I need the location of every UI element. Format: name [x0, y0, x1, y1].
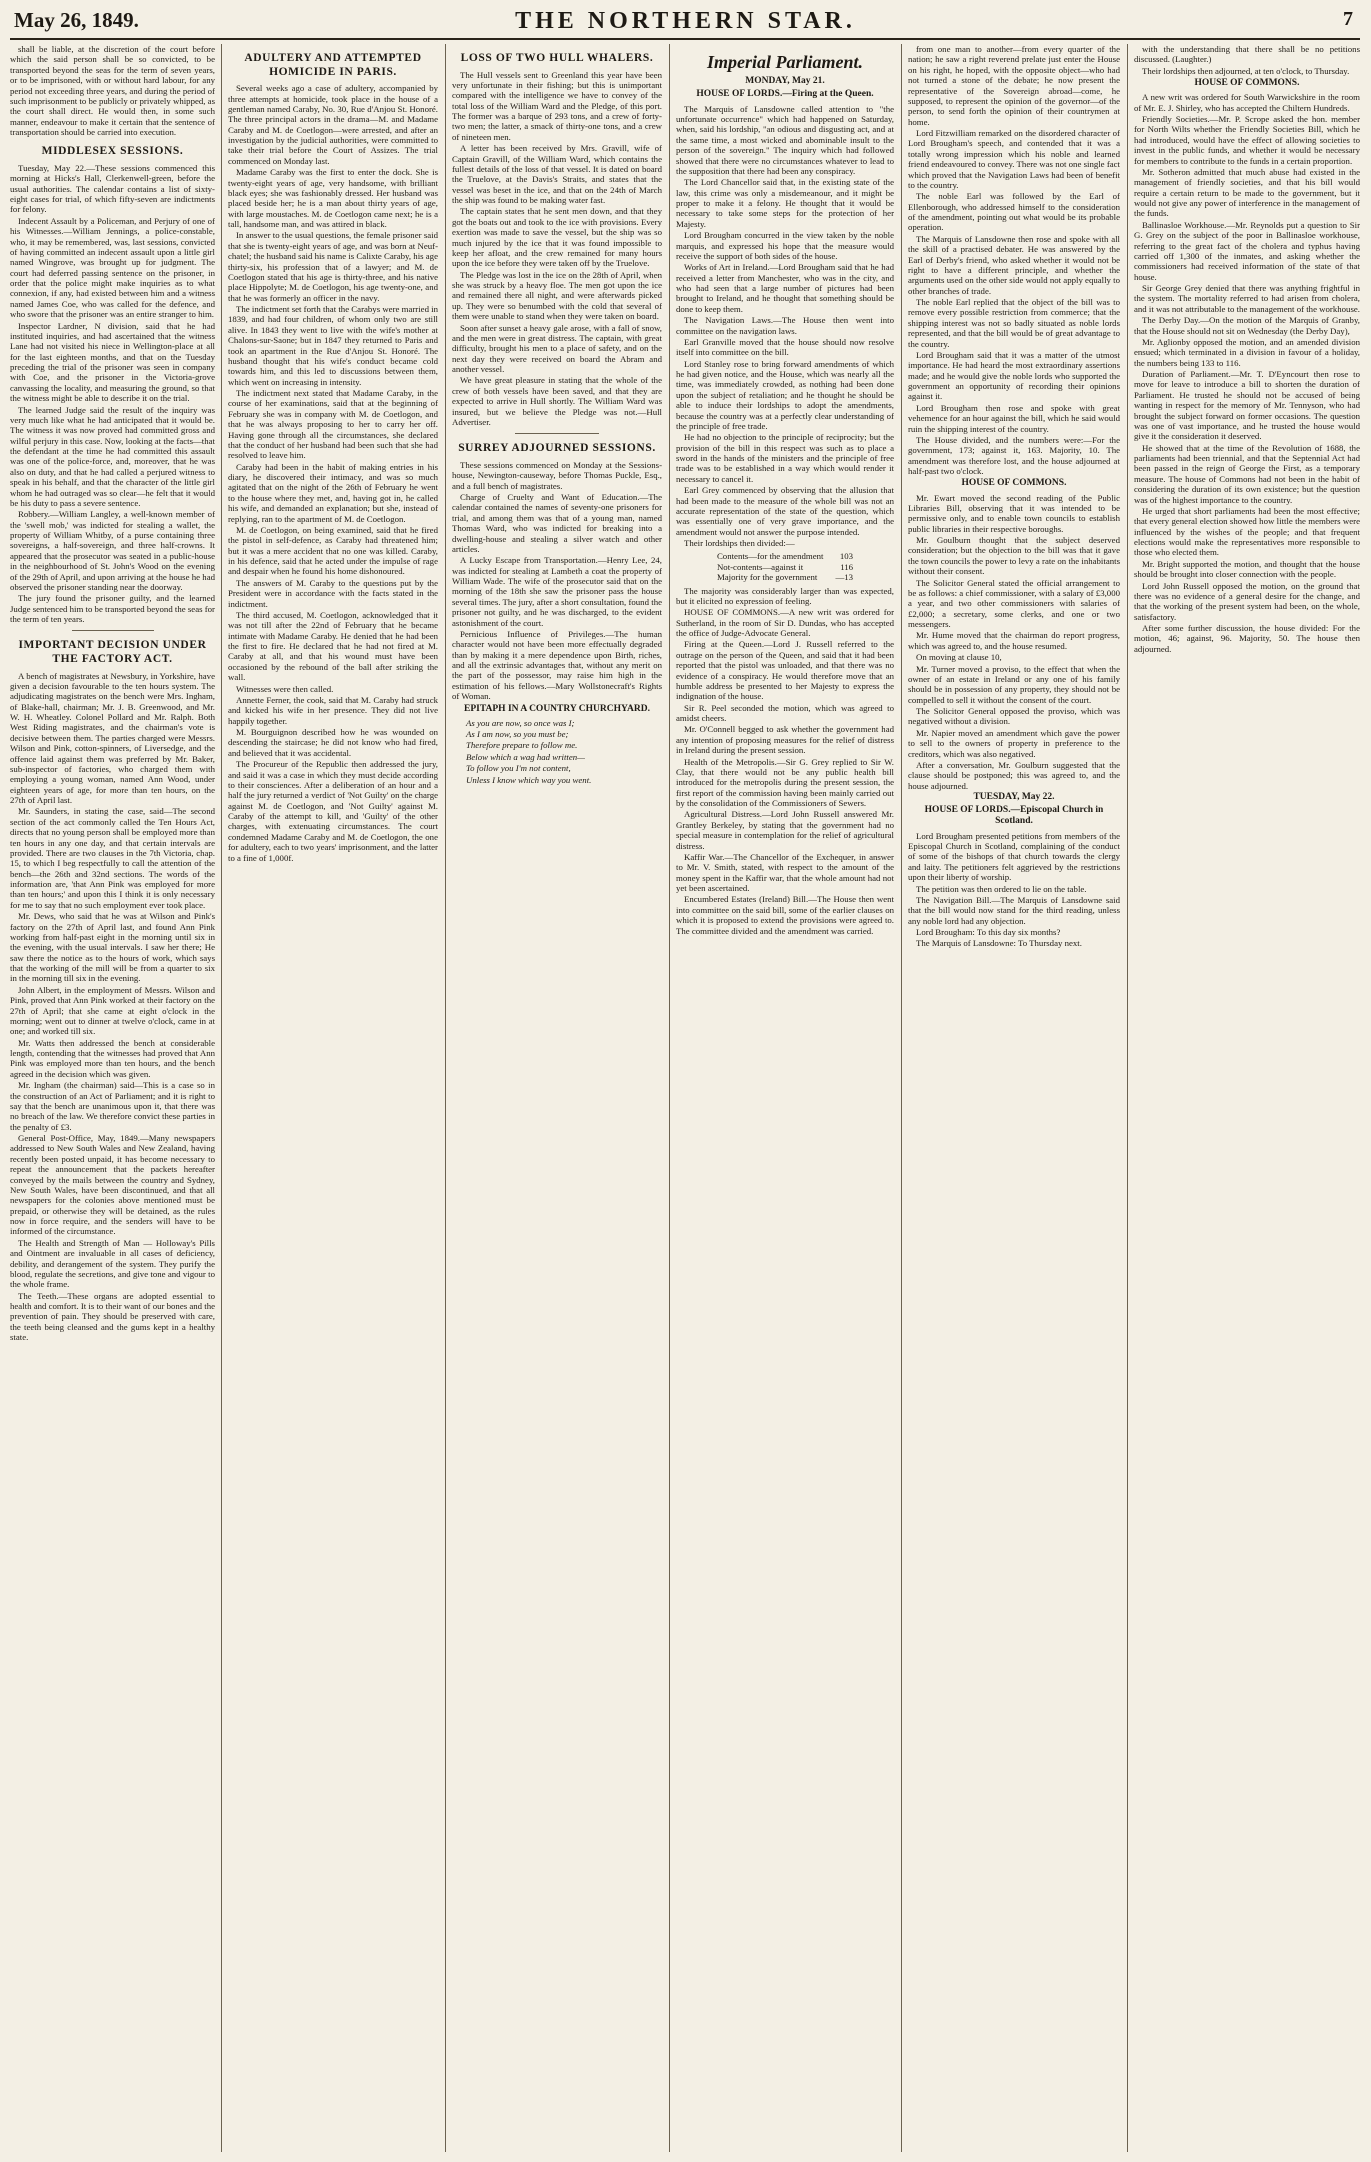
- article-text: After a conversation, Mr. Goulburn suggested that the clause should be postponed; this was agreed to, and the house adjourned.: [908, 759, 1120, 791]
- headline-house-of-commons: HOUSE OF COMMONS.: [961, 478, 1067, 489]
- masthead: [0, 0, 1371, 40]
- article-text: Mr. Ewart moved the second reading of the Public Libraries Bill, observing that it was intended to be permissive only, and to enable town councils to establish public libraries in their respective boroughs.: [908, 492, 1120, 534]
- column-divider: [221, 44, 222, 2152]
- article-text: Health of the Metropolis.—Sir G. Grey replied to Sir W. Clay, that there would not be any public health bill introduced for the metropolis during the present session, the first report of the commission having been mainly carried out by the consolidation of the Commissioners of Sewers.: [676, 756, 894, 809]
- headline-adultery-paris: ADULTERY AND ATTEMPTED HOMICIDE IN PARIS.: [244, 52, 422, 78]
- column-divider: [669, 44, 670, 2152]
- article-text: Soon after sunset a heavy gale arose, with a fall of snow, and the men were in great distress. The captain, with great difficulty, brought his men to a place of safety, and on the next day they were received on board the Abram and another vessel.: [452, 322, 662, 375]
- article-text: Mr. Napier moved an amendment which gave the power to sell to the owners of property in preference to the creditors, which was also negatived.: [908, 727, 1120, 759]
- article-text: Friendly Societies.—Mr. P. Scrope asked the hon. member for North Wilts whether the Friendly Societies Bill, which he had introduced, would have the effect of allowing societies to invest in the public funds, and whether it would be necessary for members to contribute to the funds in a certain proportion.: [1134, 114, 1360, 166]
- article-text: Works of Art in Ireland.—Lord Brougham said that he had received a letter from Manchester, who was in the city, and who had seen that a large number of pictures had been brought to Ireland, and he thought that something should be done to keep them.: [676, 262, 894, 314]
- article-text: Their lordships then adjourned, at ten o'clock, to Thursday.: [1142, 65, 1350, 76]
- session-date: MONDAY, May 21.: [745, 76, 825, 87]
- column-3: [452, 44, 662, 2154]
- article-text: He showed that at the time of the Revolution of 1688, the parliaments had been triennial, and that the Septennial Act had been passed in the reign of George the First, as a temporary measure. The house of Commons had not been in the habit of considering the duration of its own existence; but the question was of the highest importance to the country.: [1134, 442, 1360, 505]
- column-2: [228, 44, 438, 2154]
- verse-line: Below which a wag had written—: [466, 751, 586, 762]
- article-text: The Procureur of the Republic then addressed the jury, and said it was a case in which they must decide according to their consciences. After a deliberation of an hour and a half the jury returned a verdict of 'Not Guilty' on the charge against M. de Coetlogon, and 'Not Guilty' against M. Caraby of the attempt to kill, and 'Guilty' of the other charges, with extenuating circumstances. The court condemned Madame Caraby and M. de Coetlogon, the one for adultery, each to two years' imprisonment, and the latter to a fine of 1,000f.: [228, 759, 438, 863]
- article-text: The Lord Chancellor said that, in the existing state of the law, this crime was only a misdemeanour, and it might be proper to make it a felony. He thought that it would be necessary to take some steps for the protection of her Majesty.: [676, 177, 894, 229]
- column-divider: [445, 44, 446, 2152]
- headline-epitaph: EPITAPH IN A COUNTRY CHURCHYARD.: [464, 703, 650, 714]
- article-text: The learned Judge said the result of the inquiry was very much like what he had anticipated that it would be. The witness it was now proved had committed gross and wilful perjury in this case. Now, looking at the facts—that the defendant at the time he had committed this assault was one of the police-force, and, moreover, that he was also on duty, and that he had called a perjured witness to speak in his behalf, and that the character of the little girl whom he had outraged was so clear—he felt that it would be his duty to pass a severe sentence.: [10, 404, 215, 508]
- article-text: The Marquis of Lansdowne called attention to "the unfortunate occurrence" which had happened on Saturday, when, said his lordship, "an odious and disgusting act, and at the same time, a most wicked and abominable insult to the person of the sovereign." The inquiry which had followed showed that there were no circumstances whatever to lead to the supposition that there had been any conspiracy.: [676, 103, 894, 176]
- article-text: Mr. Dews, who said that he was at Wilson and Pink's factory on the 27th of April last, and found Ann Pink working from half-past eight in the morning until six in the evening, with the usual intervals. I saw her there; He saw there the notice as to the hours of work, which says that the working of the mill will be from a quarter to six in the morning till six in the evening.: [10, 911, 215, 984]
- article-text: The Teeth.—These organs are adopted essential to health and comfort. It is to their want of our bones and the prevention of pain. They should be preserved with care, the teeth being cleansed and the gums kept in a healthy state.: [10, 1290, 215, 1343]
- division-count: 103: [839, 551, 854, 562]
- article-text: Kaffir War.—The Chancellor of the Exchequer, in answer to Mr. V. Smith, stated, with respect to the amount of the money spent in the Kaffir war, that the whole amount had not yet been ascertained.: [676, 851, 894, 894]
- article-text: The Pledge was lost in the ice on the 28th of April, when she was struck by a heavy floe. The men got upon the ice and remained there all night, and were afterwards picked up. They were so benumbed with the cold that several of them were unable to stand when they were taken on board.: [452, 269, 662, 322]
- column-4: [676, 44, 894, 2154]
- article-text: Inspector Lardner, N division, said that he had instituted inquiries, and had ascertained that the witness Lane had not visited his niece in Wellington-place at all for the last eighteen months, and that on the Tuesday preceding the trial of the prisoner was seen in company with Coe, and the prisoner in the Victoria-grove canvassing the locality, and measuring the ground, so that the witness might be able to describe it on the trial.: [10, 320, 215, 404]
- column-divider: [1127, 44, 1128, 2152]
- article-text: Lord Brougham then rose and spoke with great vehemence for an hour against the bill, which he said would ruin the shipping interest of the country.: [908, 402, 1120, 434]
- article-text: A bench of magistrates at Newsbury, in Yorkshire, have given a decision favourable to the ten hours system. The adjudicating magistrates on the bench were Mrs. Ingham, of Blake-hall, chairman; Mr. J. B. Greenwood, and Mr. W. H. Wheatley. Colonel Pollard and Mr. Ralph. Both West Riding magistrates, and the chairman's vote is decisive between them. The parties charged were Messrs. Wilson and Pink, cotton-spinners, of Liversedge, and the offence laid against them was preferred by Mr. Baker, sub-inspector of factories, who charged them with employing a young woman, named Ann Wood, under eighteen years of age, for more than ten hours, on the 27th of April last.: [10, 670, 215, 806]
- article-text: John Albert, in the employment of Messrs. Wilson and Pink, proved that Ann Pink worked at their factory on the 27th of April; that she came at eight o'clock in the morning; went out to dinner at twelve o'clock, came in at one; and worked till six.: [10, 984, 215, 1037]
- article-text: The captain states that he sent men down, and that they got the boats out and took to the ice with provisions. Every exertion was made to save the vessel, but the ship was so much injured by the ice that it was found impossible to keep her afloat, and the crew remained for many hours upon the ice before they were taken off by the Truelove.: [452, 206, 662, 269]
- verse-line: Unless I know which way you went.: [466, 774, 592, 785]
- article-text: Annette Ferner, the cook, said that M. Caraby had struck and kicked his wife in her presence. They did not live happily together.: [228, 694, 438, 726]
- column-divider: [901, 44, 902, 2152]
- article-text: The petition was then ordered to lie on the table.: [916, 883, 1087, 894]
- newspaper-title: THE NORTHERN STAR.: [515, 8, 856, 34]
- article-text: The indictment next stated that Madame Caraby, in the course of her examinations, said that at the beginning of February she was in company with M. de Coetlogon, and that he was always proposing to her to carry her off. Having gone through all the circumstances, she declared that the conduct of her husband had been such that she had resolved to leave him.: [228, 388, 438, 461]
- article-text: Lord Brougham concurred in the view taken by the noble marquis, and expressed his hope that the measure would receive the support of both sides of the house.: [676, 230, 894, 261]
- headline-hull-whalers: LOSS OF TWO HULL WHALERS.: [460, 52, 654, 64]
- article-text: HOUSE OF COMMONS.—A new writ was ordered for Sutherland, in the room of Sir D. Dundas, who has accepted the office of Judge-Advocate General.: [676, 607, 894, 639]
- article-text: Madame Caraby was the first to enter the dock. She is twenty-eight years of age, very handsome, with brilliant black eyes; she was fashionably dressed. Her husband was placed beside her; he is a man about thirty years of age, with large moustaches. M. de Coetlogon came next; he is a tall, handsome man, and was attired in black.: [228, 167, 438, 229]
- article-text: from one man to another—from every quarter of the nation; he saw a right reverend prelate just enter the House on his right, he hoped, with the opposite object—who had not turned a stone of the debate; he now present the representative of the Sovereign abroad—come, he supposed, to represent the opinion of the governor—of the person, to send forth the opinion of their countrymen at home.: [908, 44, 1120, 127]
- column-1: [10, 44, 215, 2154]
- headline-house-of-commons: HOUSE OF COMMONS.: [1194, 78, 1300, 89]
- article-text: Their lordships then divided:—: [684, 538, 795, 549]
- article-text: Lord Brougham: To this day six months?: [916, 927, 1061, 938]
- article-text: The majority was considerably larger than was expected, but it elicited no expression of feeling.: [676, 585, 894, 606]
- headline-factory-act: IMPORTANT DECISION UNDER THE FACTORY ACT.: [18, 639, 207, 665]
- verse-line: Therefore prepare to follow me.: [466, 740, 578, 751]
- article-text: Sir R. Peel seconded the motion, which was agreed to amidst cheers.: [676, 702, 894, 724]
- article-text: A Lucky Escape from Transportation.—Henry Lee, 24, was indicted for stealing at Lambeth a coat the property of William Wade. The wife of the prosecutor said that on the morning of the 18th she saw the prisoner pass the house several times. The jury, after a short consultation, found the prisoner not guilty, and he was discharged, to the evident astonishment of the court.: [452, 555, 662, 628]
- article-text: with the understanding that there shall be no petitions discussed. (Laughter.): [1134, 44, 1360, 65]
- division-count: 116: [840, 561, 854, 572]
- article-text: Mr. Ingham (the chairman) said—This is a case so in the construction of an Act of Parliament; and it is right to say that the bench are unanimous upon it, that there was no breach of the law. We therefore convict these parties in the penalty of £3.: [10, 1080, 215, 1132]
- article-text: The Hull vessels sent to Greenland this year have been very unfortunate in their fishing; but this is unimportant compared with the intelligence we have to convey of the total loss of the William Ward and the Pledge, of this port. The former was a barque of 293 tons, and a crew of forty-two men; the latter, a smack of thirty-one tons, and a crew of nineteen men.: [452, 69, 662, 142]
- article-text: The Marquis of Lansdowne then rose and spoke with all the skill of a practised debater. He was answered by the Earl of Derby's friend, who asked whether it would not be right to have a different principle, and whether the arguments used on the other side would not apply equally to other branches of trade.: [908, 233, 1120, 296]
- article-text: Earl Granville moved that the house should now resolve itself into committee on the bill.: [676, 336, 894, 358]
- verse-line: As you are now, so once was I;: [466, 717, 575, 728]
- division-count: —13: [835, 572, 854, 583]
- article-text: Mr. Bright supported the motion, and thought that the house should be brought into closer connection with the people.: [1134, 558, 1360, 580]
- article-text: On moving at clause 10,: [916, 652, 1002, 663]
- article-text: The noble Earl was followed by the Earl of Ellenborough, who addressed himself to the consideration of the amendment, pointing out what would be its probable operation.: [908, 191, 1120, 233]
- article-text: Witnesses were then called.: [236, 683, 334, 694]
- article-text: General Post-Office, May, 1849.—Many newspapers addressed to New South Wales and New Zealand, having recently been posted unpaid, it has become necessary to repeat the announcement that the packets hereafter conveyed by the mails between the country and Sydney, New South Wales, have been discontinued, and that all newspapers for the colonies above mentioned must be prepaid, or otherwise they will be detained, as the rules now in force require, and the senders will have to be informed of the circumstance.: [10, 1133, 215, 1237]
- article-text: M. Bourguignon described how he was wounded on descending the staircase; he did not know who had fired, and believed that it was accidental.: [228, 727, 438, 758]
- page-number: 7: [1343, 8, 1353, 30]
- headline-surrey-sessions: SURREY ADJOURNED SESSIONS.: [458, 442, 656, 455]
- column-5: [908, 44, 1120, 2154]
- article-text: Mr. Watts then addressed the bench at considerable length, contending that the witnesses had proved that Ann Pink was employed more than ten hours, and the bench agreed in the decision which was given.: [10, 1037, 215, 1079]
- session-date: TUESDAY, May 22.: [973, 792, 1055, 803]
- article-text: The Marquis of Lansdowne: To Thursday next.: [916, 938, 1082, 949]
- article-text: The Health and Strength of Man — Holloway's Pills and Ointment are invaluable in all cases of deficiency, debility, and derangement of the system. They purify the blood, regulate the secretions, and give tone and vigour to the whole frame.: [10, 1237, 215, 1290]
- article-text: Indecent Assault by a Policeman, and Perjury of one of his Witnesses.—William Jennings, a police-constable, who, it may be remembered, was, last sessions, convicted of having committed an indecent assault upon a little girl named Wingrove, was brought up for judgment. The court had deferred passing sentence on the prisoner, in order that the police might make inquiries as to what connexion, if any, had existed between him and a witness named James Coe, who was called for the defence, and who swore that the prisoner was an entire stranger to him.: [10, 215, 215, 320]
- article-text: Charge of Cruelty and Want of Education.—The calendar contained the names of seventy-one prisoners for trial, and among them was that of a young man, named Thomas Ward, who was indicted for breaking into a dwelling-house and stealing a silver watch and other articles.: [452, 492, 662, 554]
- article-text: Sir George Grey denied that there was anything frightful in the system. The mortality referred to had arisen from cholera, and it was not attributable to the management of the workhouse.: [1134, 283, 1360, 314]
- article-text: Robbery.—William Langley, a well-known member of the 'swell mob,' was indicted for stealing a wallet, the property of William Whitby, of a purse containing three sovereigns, a half-sovereign, and three half-crowns. It appeared that the prosecutor was seated in a public-house in the neighbourhood of St. John's Wood on the evening of the 29th of April, and upon arriving at the house he had observed the prisoner standing near the doorway.: [10, 509, 215, 592]
- article-text: In answer to the usual questions, the female prisoner said that she is twenty-eight years of age, and was born at Neuf-chatel; the husband said his name is Calixte Caraby, his age thirty-six, his profession that of a lawyer; and M. de Coetlogon stated that his age is thirty-three, and his native place Hippolyte; M. de Coetlogon, his age twenty-one, and that he was formerly an officer in the navy.: [228, 230, 438, 303]
- article-text: Mr. Turner moved a proviso, to the effect that when the owner of an estate in Ireland or any one of his family should be in possession of any property, they should not be compelled to sell it without the consent of the court.: [908, 663, 1120, 705]
- article-text: Firing at the Queen.—Lord J. Russell referred to the outrage on the person of the Queen, and said that it had been reported that the pistol was unloaded, and that there was no evidence of a conspiracy. He would therefore move that an humble address be presented to her Majesty to express the indignation of the house.: [676, 639, 894, 702]
- article-text: The House divided, and the numbers were:—For the government, 173; against it, 163. Majority, 10. The amendment was therefore lost, and the house adjourned at half-past two o'clock.: [908, 434, 1120, 476]
- article-text: shall be liable, at the discretion of the court before which the said person shall be so convicted, to be transported beyond the seas for the term of seven years, or to be imprisoned, with or without hard labour, for any period not exceeding three years, and during the period of such imprisonment to be publicly or privately whipped, as the court shall direct. He would then, in some such manner, endeavour to make it certain that the sentence of transportation should be carried into execution.: [10, 44, 215, 137]
- article-text: Mr. O'Connell begged to ask whether the government had any intention of proposing measures for the relief of distress in Ireland during the present session.: [676, 724, 894, 756]
- article-text: Mr. Aglionby opposed the motion, and an amended division ensued; which terminated in a division in favour of a holiday, the numbers being 133 to 116.: [1134, 336, 1360, 368]
- section-divider: [515, 433, 599, 434]
- article-text: Tuesday, May 22.—These sessions commenced this morning at Hicks's Hall, Clerkenwell-green, before the usual authorities. The calendar contains a list of sixty-eight cases for trial, of which fifty-seven are indictments for felony.: [10, 162, 215, 215]
- verse-line: To follow you I'm not content,: [466, 763, 571, 774]
- article-text: The Derby Day.—On the motion of the Marquis of Granby, that the House should not sit on Wednesday (the Derby Day),: [1134, 315, 1360, 336]
- table-row: [711, 562, 859, 572]
- division-label: Majority for the government: [716, 572, 818, 583]
- article-text: The indictment set forth that the Carabys were married in 1839, and had four children, of whom only two are still alive. In 1843 they went to live with the wife's mother at Chalons-sur-Saone; but in 1847 they returned to Paris and took an apartment in the Rue d'Anjou St. Honoré. The husband thought that his wife's conduct became cold towards him, and this led to discussions between them, which went on increasing in intensity.: [228, 304, 438, 387]
- issue-date: May 26, 1849.: [14, 8, 139, 32]
- headline-imperial-parliament: Imperial Parliament.: [706, 52, 863, 72]
- article-text: Lord Brougham presented petitions from members of the Episcopal Church in Scotland, complaining of the conduct of some of the bishops of that church towards the clergy and laity. The petitioners felt aggrieved by the restrictions upon their liberty of worship.: [908, 830, 1120, 883]
- article-text: M. de Coetlogon, on being examined, said that he fired the pistol in self-defence, as Caraby had threatened him; but it was a mere accident that no one was killed. Caraby, in his defence, said that he acted under the impulse of rage and despair when he found his home dishonoured.: [228, 524, 438, 577]
- article-text: The Solicitor General opposed the proviso, which was negatived without a division.: [908, 706, 1120, 727]
- article-text: Ballinasloe Workhouse.—Mr. Reynolds put a question to Sir G. Grey on the subject of the poor in Ballinasloe workhouse, referring to the great fact of the cholera and typhus having carried off 1,300 of the inmates, and asking whether the commissioners had received information of the state of that house.: [1134, 219, 1360, 282]
- masthead-rule: [10, 38, 1360, 40]
- article-text: Lord John Russell opposed the motion, on the ground that there was no evidence of a general desire for the change, and that the working of the present system had been, on the whole, satisfactory.: [1134, 580, 1360, 622]
- article-text: A letter has been received by Mrs. Gravill, wife of Captain Gravill, of the William Ward, which contains the fullest details of the loss of that vessel. It is dated on board the Truelove, at the Davis's Straits, and states that the vessel was beset in the ice, and that on the 24th of March the ship was found to be making water fast.: [452, 143, 662, 206]
- headline-house-of-lords: HOUSE OF LORDS.—Firing at the Queen.: [696, 89, 874, 100]
- article-text: Mr. Goulburn thought that the subject deserved consideration; but the objection to the bill was that it gave the town councils the power to levy a rate on the inhabitants without their consent.: [908, 535, 1120, 577]
- article-text: Lord Fitzwilliam remarked on the disordered character of Lord Brougham's speech, and contended that it was a totally wrong impression which his noble and learned friend endeavoured to convey. There was not one single fact which proved that the Navigation Laws had been of benefit to the country.: [908, 128, 1120, 190]
- article-text: We have great pleasure in stating that the whole of the crew of both vessels have been saved, and that they are expected to arrive in Hull shortly. The William Ward was insured, but we believe the Pledge was not.—Hull Advertiser.: [452, 375, 662, 427]
- division-label: Not-contents—against it: [716, 561, 804, 572]
- verse-line: As I am now, so you must be;: [466, 729, 569, 740]
- article-text: The Navigation Bill.—The Marquis of Lansdowne said that the bill would now stand for the third reading, unless any noble lord had any objection.: [908, 894, 1120, 926]
- article-text: The jury found the prisoner guilty, and the learned Judge sentenced him to be transported beyond the seas for the term of ten years.: [10, 593, 215, 625]
- article-text: Mr. Hume moved that the chairman do report progress, which was agreed to, and the house resumed.: [908, 630, 1120, 651]
- column-6: [1134, 44, 1360, 2154]
- article-text: Pernicious Influence of Privileges.—The human character would not have been more effectually degraded than by making it a mere dependence upon Birth, riches, and all the extrinsic advantages that, without any merit on the part of the possessor, may raise him high in the estimation of his fellows.—Mary Wollstonecraft's Rights of Woman.: [452, 628, 662, 702]
- section-divider: [72, 630, 154, 631]
- article-text: Lord Stanley rose to bring forward amendments of which he had given notice, and the House, which was nearly all the time, was immediately crowded, as nothing had been done upon the subject of retaliation; and he thought he should be able to induce their lordships to adopt the amendments, because the country was at a perfectly clear understanding of the principle of free trade.: [676, 358, 894, 431]
- article-text: The third accused, M. Coetlogon, acknowledged that it was not till after the 22nd of February that he became intimate with Madame Caraby. He denied that he had been the first to fire. He declared that he had not fired at M. Caraby at all, and that his wound must have been occasioned by the rebound of the ball after striking the wall.: [228, 609, 438, 683]
- article-text: Several weeks ago a case of adultery, accompanied by three attempts at homicide, took place in the house of a gentleman named Caraby, No. 30, Rue d'Anjou St. Honoré. The three principal actors in the drama—M. and Madame Caraby and M. de Coetlogon—were arrested, and after an investigation by the judicial authorities, were committed to take their trial before the Court of Assizes. The trial commenced on Monday last.: [228, 83, 438, 166]
- article-text: He urged that short parliaments had been the most effective; that every general election showed how little the members were influenced by the wishes of the people; and that frequent elections would make the representatives more responsible to those who elected them.: [1134, 505, 1360, 558]
- article-text: Earl Grey commenced by observing that the allusion that had been made to the measure of the whole bill was not an accurate representation of the state of the question, which was essentially one of very grave importance, and the amendment would not answer the purpose intended.: [676, 485, 894, 537]
- article-text: Agricultural Distress.—Lord John Russell answered Mr. Grantley Berkeley, by stating that the government had no special measure in contemplation for the relief of agricultural distress.: [676, 809, 894, 851]
- article-text: A new writ was ordered for South Warwickshire in the room of Mr. E. J. Shirley, who has accepted the Chiltern Hundreds.: [1134, 92, 1360, 113]
- division-label: Contents—for the amendment: [716, 551, 824, 562]
- article-text: He had no objection to the principle of reciprocity; but the provision of the bill in this respect was such as to place a sword in the hands of the ministers and the principle of free trade was to be established in a way which would render it necessary to cancel it.: [676, 432, 894, 484]
- article-text: The answers of M. Caraby to the questions put by the President were in accordance with the facts stated in the indictment.: [228, 577, 438, 609]
- article-text: Mr. Saunders, in stating the case, said—The second section of the act commonly called the Ten Hours Act, directs that no young person shall be employed more than ten hours in any one day, and that certain intervals are provided. There are two clauses in the 7th Victoria, chap. 15, to which I beg respectfully to call the attention of the bench—the 26th and 32nd sections. The words of the information are, 'that Ann Pink was employed for more than ten hours;' and upon this I think it is only necessary for me to say that no such employment ever took place.: [10, 806, 215, 910]
- division-table: [711, 551, 859, 582]
- article-text: Mr. Sotheron admitted that much abuse had existed in the management of friendly societies, and that his bill would require a certain return to be made to the government, but it would not give any power of interference in the management of the funds.: [1134, 166, 1360, 219]
- article-text: The Navigation Laws.—The House then went into committee on the navigation laws.: [676, 315, 894, 336]
- article-text: After some further discussion, the house divided: For the motion, 46; against, 96. Majority, 50. The house then adjourned.: [1134, 623, 1360, 654]
- table-row: [711, 551, 859, 561]
- article-text: Duration of Parliament.—Mr. T. D'Eyncourt then rose to move for leave to introduce a bill to shorten the duration of Parliament. He trusted he should not be accused of being wanting in respect for the memory of Mr. Tennyson, who had brought the subject forward on former occasions. The question was one of vast importance, and he trusted the house would give it the consideration it deserved.: [1134, 369, 1360, 442]
- article-text: The Solicitor General stated the official arrangement to be as follows: a chief commissioner, with a salary of £3,000 a year, and two other commissioners with salaries of £2,000; a secretary, some clerks, and one or two messengers.: [908, 577, 1120, 630]
- article-text: The noble Earl replied that the object of the bill was to remove every possible restriction from commerce; that the shipping interest was not so badly situated as noble lords represented, and that the bill would be of great advantage to the country.: [908, 297, 1120, 349]
- headline-house-of-lords: HOUSE OF LORDS.—Episcopal Church in Scotland.: [924, 805, 1104, 827]
- article-text: Encumbered Estates (Ireland) Bill.—The House then went into committee on the said bill, some of the earlier clauses on which it is proposed to extend the provisions were agreed to. The committee divided and the amendment was carried.: [676, 894, 894, 936]
- article-text: Lord Brougham said that it was a matter of the utmost importance. He had heard the most extraordinary assertions made; and he would give the noble lords who supported the government an opportunity of recording their opinions against it.: [908, 349, 1120, 402]
- headline-middlesex-sessions: MIDDLESEX SESSIONS.: [41, 145, 184, 158]
- article-text: These sessions commenced on Monday at the Sessions-house, Newington-causeway, before Thomas Puckle, Esq., and a full bench of magistrates.: [452, 459, 662, 491]
- article-text: Caraby had been in the habit of making entries in his diary, he discovered their intimacy, and was so much agitated that on the night of the 26th of February he went to the house where they met, and, having got in, he called his wife, and demanded an explanation; but she, instead of replying, ran to the apartment of M. de Coetlogon.: [228, 461, 438, 524]
- table-row: [711, 572, 859, 582]
